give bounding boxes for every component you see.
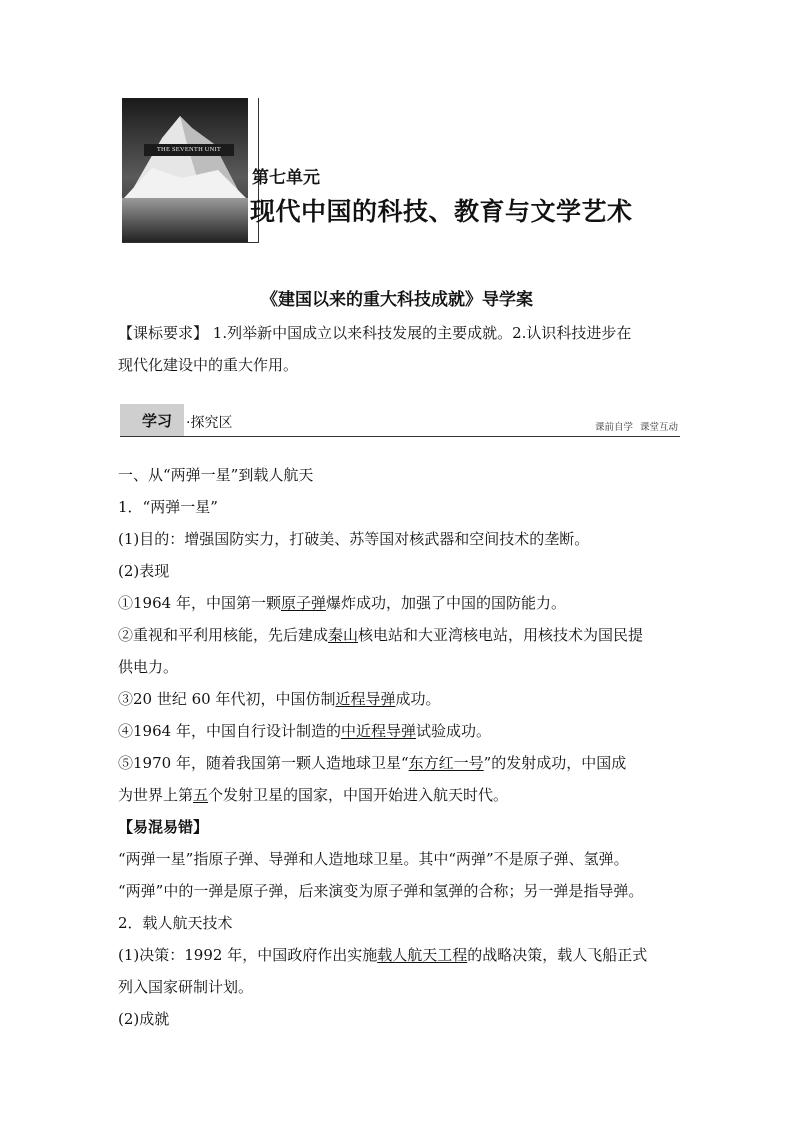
study-section-banner [120,404,680,437]
iceberg-cover-image [122,98,248,242]
key-term: 秦山 [328,626,359,644]
list-item-1: ①1964 年，中国第一颗原子弹爆炸成功，加强了中国的国防能力。 [118,594,566,612]
banner-sub-label: ·探究区 [186,415,233,431]
confusion-line-1: “两弹一星”指原子弹、导弹和人造地球卫星。其中“两弹”不是原子弹、氢弹。 [118,850,629,868]
requirements-line-1: 1.列举新中国成立以来科技发展的主要成就。2.认识科技进步在 [208,324,632,342]
unit-number-label: 第七单元 [252,168,320,188]
key-term: 五 [193,786,209,804]
unit-image-caption: THE SEVENTH UNIT [144,144,234,156]
decision-line-continued: 列入国家研制计划。 [118,978,254,996]
key-term: 原子弹 [280,594,326,612]
key-term: 载人航天工程 [377,946,468,964]
banner-main-label: 学习 [142,412,173,430]
list-item-3: ③20 世纪 60 年代初，中国仿制近程导弹成功。 [118,690,441,708]
achievements-heading: (2)成就 [118,1010,170,1028]
list-item-5-continued: 为世界上第五个发射卫星的国家，中国开始进入航天时代。 [118,786,509,804]
key-term: 东方红一号 [408,754,484,772]
confusion-line-2: “两弹”中的一弹是原子弹，后来演变为原子弹和氢弹的合称；另一弹是指导弹。 [118,882,644,900]
subheading-two-bombs: 1．“两弹一星” [118,498,218,516]
iceberg-illustration [122,98,248,242]
course-requirements [118,317,678,381]
key-term: 近程导弹 [335,690,396,708]
list-item-5: ⑤1970 年，随着我国第一颗人造地球卫星“东方红一号”的发射成功，中国成 [118,754,627,772]
section-heading-1: 一、从“两弹一星”到载人航天 [118,466,314,484]
unit-title: 现代中国的科技、教育与文学艺术 [250,197,633,226]
confusion-tag: 【易混易错】 [118,818,209,836]
performance-heading: (2)表现 [118,562,170,580]
requirements-line-2: 现代化建设中的重大作用。 [118,356,299,374]
decision-line: (1)决策：1992 年，中国政府作出实施载人航天工程的战略决策，载人飞船正式 [118,946,648,964]
document-title: 《建国以来的重大科技成就》导学案 [261,290,533,310]
list-item-2: ②重视和平利用核能，先后建成秦山核电站和大亚湾核电站，用核技术为国民提 [118,626,644,644]
list-item-4: ④1964 年，中国自行设计制造的中近程导弹试验成功。 [118,722,491,740]
list-item-2-continued: 供电力。 [118,658,179,676]
requirements-tag: 【课标要求】 [118,324,209,342]
key-term: 中近程导弹 [340,722,416,740]
unit-cover-frame [122,98,259,243]
purpose-line: (1)目的：增强国防实力，打破美、苏等国对核武器和空间技术的垄断。 [118,530,590,548]
subheading-manned-spaceflight: 2．载人航天技术 [118,914,233,932]
banner-right-label: 课前自学 课堂互动 [594,422,678,433]
